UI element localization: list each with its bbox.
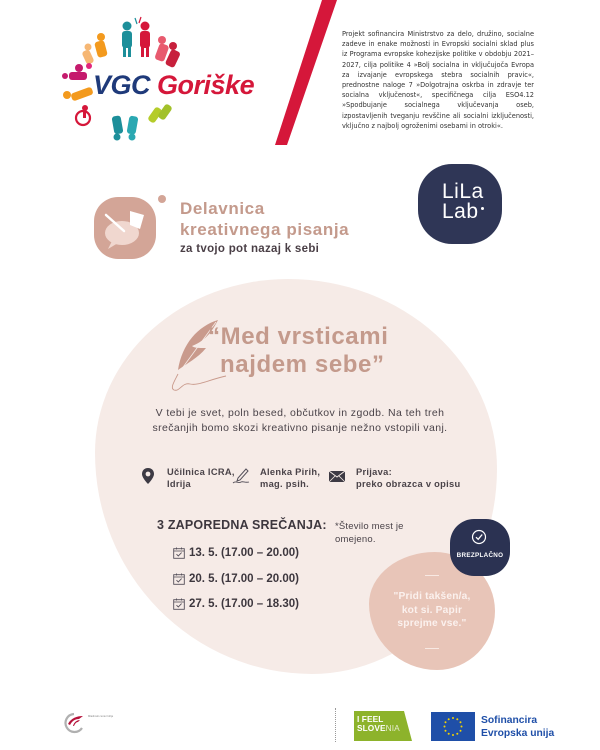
lilalab-dot	[481, 207, 484, 210]
limited-seats-note	[335, 521, 404, 546]
location-line2: Idrija	[167, 479, 192, 489]
session-date: 13. 5. (17.00 – 20.00)	[189, 547, 299, 559]
mladinski-center-logo	[62, 712, 86, 734]
free-badge-label: BREZPLAČNO	[456, 552, 504, 559]
calendar-check-icon	[173, 598, 185, 610]
session-date: 20. 5. (17.00 – 20.00)	[189, 573, 299, 585]
calendar-check-icon	[173, 573, 185, 585]
pen-signature-icon	[232, 467, 250, 485]
session-item	[173, 598, 299, 610]
check-circle-icon	[471, 529, 487, 545]
envelope-icon	[328, 467, 346, 485]
lilalab-line1: LiLa	[442, 180, 484, 203]
workshop-icon-tile	[94, 197, 156, 259]
session-item	[173, 573, 299, 585]
eu-line1: Sofinancira	[481, 715, 538, 726]
writing-speech-bubble-icon	[94, 197, 156, 259]
info-location	[139, 466, 235, 490]
calendar-check-icon	[173, 547, 185, 559]
side-quote-line1: "Pridi takšen/a,	[393, 591, 471, 602]
workshop-subtitle: za tvojo pot nazaj k sebi	[180, 243, 320, 255]
sessions-title: 3 ZAPOREDNA SREČANJA:	[157, 518, 327, 532]
quote-line1: “Med vrsticami	[208, 323, 389, 350]
main-quote-title	[208, 323, 388, 379]
free-badge	[450, 519, 510, 576]
eu-line2: Evropska unija	[481, 728, 555, 739]
registration-line2: preko obrazca v opisu	[356, 479, 461, 489]
registration-line1: Prijava:	[356, 467, 392, 477]
eu-cofunding-text	[481, 714, 554, 740]
dash-bottom	[425, 648, 439, 649]
logo-goriske: Goriške	[157, 70, 255, 100]
location-pin-icon	[139, 467, 157, 485]
info-registration	[328, 466, 460, 490]
lilalab-logo	[418, 164, 502, 244]
ifeel-line1: I FEEL	[357, 714, 384, 724]
location-line1: Učilnica ICRA,	[167, 467, 235, 477]
logo-vgc: VGC	[93, 70, 151, 100]
ifeel-slove: SLOVE	[357, 723, 386, 733]
side-quote-line2: kot si. Papir	[401, 604, 463, 616]
intro-text: V tebi je svet, poln besed, občutkov in zgodb. Na teh treh srečanjih bomo skozi kreativno pisanje nežno vstopili vanj.	[152, 407, 448, 434]
facilitator-line2: mag. psih.	[260, 479, 309, 489]
eu-flag-icon	[431, 712, 475, 741]
note-line1: *Število mest je	[335, 521, 404, 532]
session-date: 27. 5. (17.00 – 18.30)	[189, 598, 299, 610]
footer-divider	[335, 708, 336, 742]
info-facilitator	[232, 466, 320, 490]
workshop-title-line1: Delavnica	[180, 199, 265, 218]
workshop-title-line2: kreativnega pisanja	[180, 220, 350, 239]
footer-logo-text: Mladinski center Idrija	[88, 715, 114, 718]
workshop-title	[180, 198, 349, 240]
side-quote-line3: sprejme vse."	[397, 618, 467, 629]
side-quote	[372, 590, 492, 631]
dash-top	[425, 575, 439, 576]
decorative-dot	[158, 195, 166, 203]
ifeel-nia: NIA	[385, 723, 400, 733]
facilitator-line1: Alenka Pirih,	[260, 467, 321, 477]
quote-line2: najdem sebe”	[220, 351, 385, 378]
i-feel-slovenia-text	[357, 715, 400, 733]
funding-statement: Projekt sofinancira Ministrstvo za delo, družino, socialne zadeve in enake možnosti in Evropski socialni sklad plus iz Programa evropske kohezijske politike v obdobju 2021–2027, cilja politike 4 »Bolj socialna in vključujoča Evropa za izvajanje evropskega stebra socialnih pravic«, prednostne naloge 7 »Dolgotrajna oskrba in zdravje ter socialna vključenost«, specifičnega cilja ESO4.12 »Spodbujanje socialnega vključevanja oseb, izpostavljenih tveganju revščine ali socialni izključenosti, vključno z najbolj ogroženimi osebami in otroki«.	[342, 30, 534, 130]
session-item	[173, 547, 299, 559]
lilalab-line2: Lab	[442, 200, 479, 223]
note-line2: omejeno.	[335, 533, 376, 545]
